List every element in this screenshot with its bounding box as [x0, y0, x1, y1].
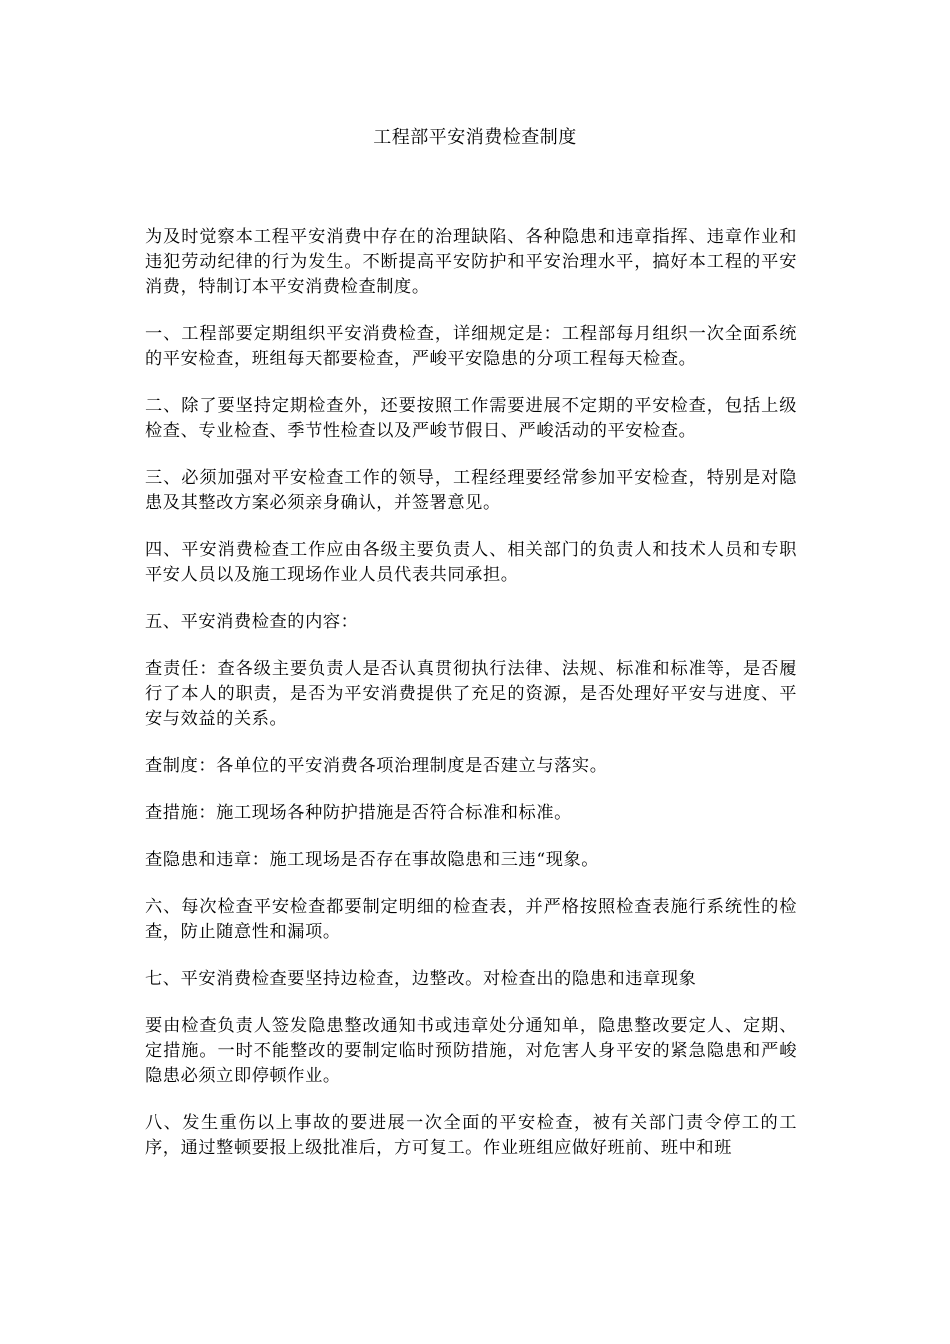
- paragraph-4: 四、平安消费检查工作应由各级主要负责人、相关部门的负责人和技术人员和专职平安人员以及施工现场作业人员代表共同承担。: [145, 540, 797, 585]
- document-title: 工程部平安消费检查制度: [373, 127, 577, 148]
- paragraph-5: 五、平安消费检查的内容：: [145, 612, 359, 632]
- paragraph-8: 八、发生重伤以上事故的要进展一次全面的平安检查，被有关部门责令停工的工序，通过整顿要报上级批准后，方可复工。作业班组应做好班前、班中和班: [145, 1113, 797, 1158]
- paragraph-6: 六、每次检查平安检查都要制定明细的检查表，并严格按照检查表施行系统性的检查，防止随意性和漏项。: [145, 897, 797, 942]
- document-body: [145, 225, 797, 1183]
- paragraph-2: 二、除了要坚持定期检查外，还要按照工作需要进展不定期的平安检查，包括上级检查、专业检查、季节性检查以及严峻节假日、严峻活动的平安检查。: [145, 396, 797, 441]
- paragraph-check-hazards: 查隐患和违章：施工现场是否存在事故隐患和三违“现象。: [145, 850, 600, 870]
- paragraph-3: 三、必须加强对平安检查工作的领导，工程经理要经常参加平安检查，特别是对隐患及其整改方案必须亲身确认，并签署意见。: [145, 468, 797, 513]
- paragraph-7-continued: 要由检查负责人签发隐患整改通知书或违章处分通知单，隐患整改要定人、定期、定措施。一时不能整改的要制定临时预防措施，对危害人身平安的紧急隐患和严峻隐患必须立即停顿作业。: [145, 1016, 797, 1086]
- paragraph-1: 一、工程部要定期组织平安消费检查，详细规定是：工程部每月组织一次全面系统的平安检查，班组每天都要检查，严峻平安隐患的分项工程每天检查。: [145, 324, 797, 369]
- paragraph-intro: 为及时觉察本工程平安消费中存在的治理缺陷、各种隐患和违章指挥、违章作业和违犯劳动纪律的行为发生。不断提高平安防护和平安治理水平，搞好本工程的平安消费，特制订本平安消费检查制度。: [145, 227, 797, 297]
- paragraph-7: 七、平安消费检查要坚持边检查，边整改。对检查出的隐患和违章现象: [145, 969, 697, 989]
- paragraph-check-measures: 查措施：施工现场各种防护措施是否符合标准和标准。: [145, 803, 572, 823]
- paragraph-check-system: 查制度：各单位的平安消费各项治理制度是否建立与落实。: [145, 756, 608, 776]
- paragraph-check-responsibility: 查责任：查各级主要负责人是否认真贯彻执行法律、法规、标准和标准等，是否履行了本人的职责，是否为平安消费提供了充足的资源，是否处理好平安与进度、平安与效益的关系。: [145, 659, 797, 729]
